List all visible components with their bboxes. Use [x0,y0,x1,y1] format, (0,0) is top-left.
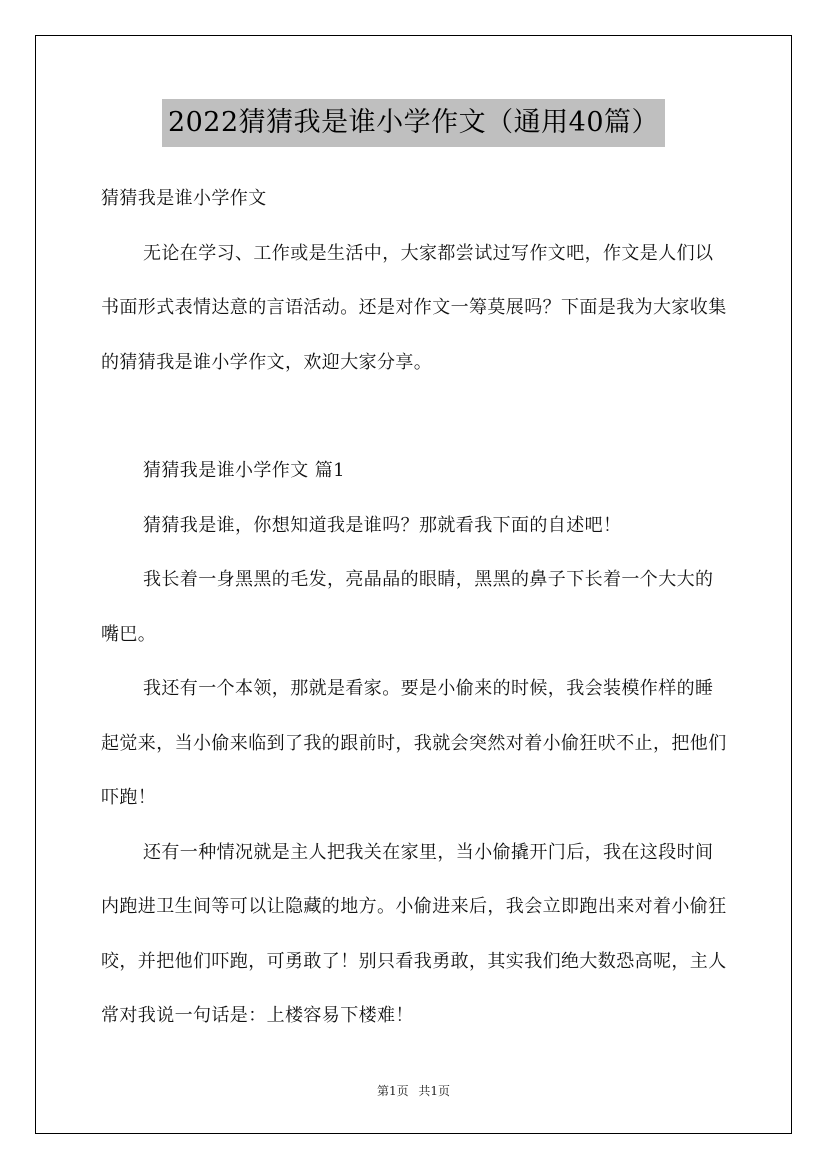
document-subtitle: 猜猜我是谁小学作文 [101,188,267,209]
title-container [0,99,827,147]
page-number: 第1页 [376,1084,409,1098]
page-footer [0,1082,827,1099]
page-total: 共1页 [418,1084,451,1098]
body-paragraph: 我还有一个本领，那就是看家。要是小偷来的时候，我会装模作样的睡起觉来，当小偷来临到了我的跟前时，我就会突然对着小偷狂吠不止，把他们吓跑！ [101,678,727,808]
document-title: 2022猜猜我是谁小学作文（通用40篇） [162,99,665,147]
intro-paragraph: 无论在学习、工作或是生活中，大家都尝试过写作文吧，作文是人们以书面形式表情达意的言语活动。还是对作文一筹莫展吗？下面是我为大家收集的猜猜我是谁小学作文，欢迎大家分享。 [101,242,727,373]
body-paragraph: 还有一种情况就是主人把我关在家里，当小偷撬开门后，我在这段时间内跑进卫生间等可以让隐藏的地方。小偷进来后，我会立即跑出来对着小偷狂咬，并把他们吓跑，可勇敢了！别只看我勇敢，其实我们绝大数恐高呢，主人常对我说一句话是：上楼容易下楼难！ [101,841,727,1026]
body-paragraph: 猜猜我是谁，你想知道我是谁吗？那就看我下面的自述吧！ [143,514,622,536]
document-body [101,172,727,1044]
body-paragraph: 我长着一身黑黑的毛发，亮晶晶的眼睛，黑黑的鼻子下长着一个大大的嘴巴。 [101,569,714,645]
blank-line [101,390,727,444]
section-heading: 猜猜我是谁小学作文 篇1 [143,460,345,481]
